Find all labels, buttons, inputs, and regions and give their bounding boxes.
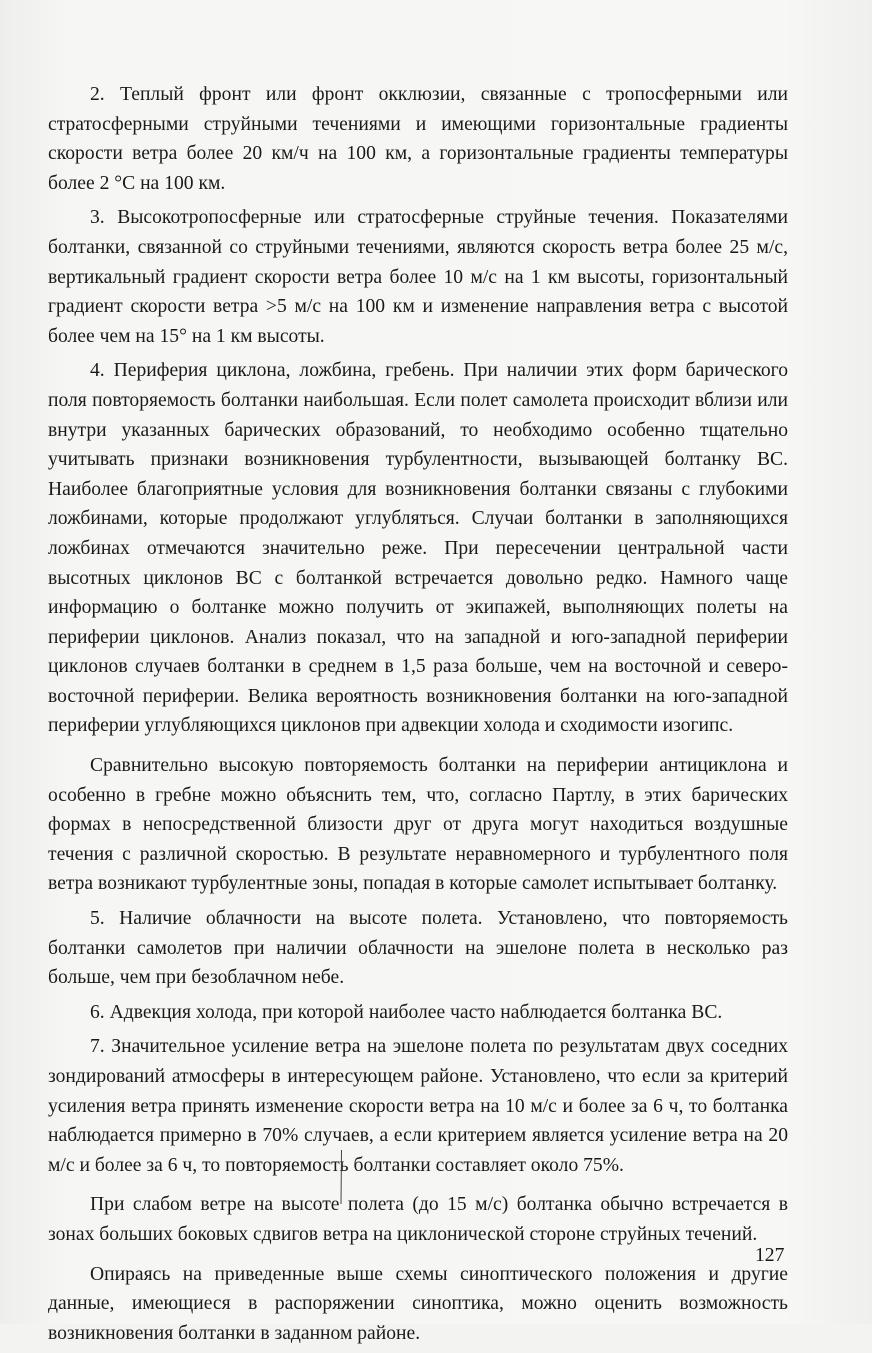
paragraph-item-4: 4. Периферия циклона, ложбина, гребень. При наличии этих форм барического поля повторяемость болтанки наибольшая. Если полет самолета происходит вблизи или внутри указанных барических образований, то необходимо особенно тщательно учитывать признаки возникновения турбулентности, вызывающей болтанку ВС. Наиболее благоприятные условия для возникновения болтанки связаны с глубокими ложбинами, которые продолжают углубляться. Случаи болтанки в заполняющихся ложбинах отмечаются значительно реже. При пересечении центральной части высотных циклонов ВС с болтанкой встречается довольно редко. Намного чаще информацию о болтанке можно получить от экипажей, выполняющих полеты на периферии циклонов. Анализ показал, что на западной и юго-западной периферии циклонов случаев болтанки в среднем в 1,5 раза больше, чем на восточной и северо-восточной периферии. Велика вероятность возникновения болтанки на юго-западной периферии углубляющихся циклонов при адвекции холода и сходимости изогипс. — [48, 360, 788, 737]
page-body — [48, 80, 788, 1353]
paragraph-anticyclone: Сравнительно высокую повторяемость болтанки на периферии антициклона и особенно в гребне можно объяснить тем, что, согласно Партлу, в этих барических формах в непосредственной близости друг от друга могут находиться воздушные течения с различной скоростью. В результате неравномерного и турбулентного поля ветра возникают турбулентные зоны, попадая в которые самолет испытывает болтанку. — [48, 755, 788, 895]
paragraph-weak-wind: При слабом ветре на высоте полета (до 15 м/с) болтанка обычно встречается в зонах больших боковых сдвигов ветра на циклонической стороне струйных течений. — [48, 1194, 788, 1245]
page-number: 127 — [755, 1245, 785, 1266]
paragraph-item-5: 5. Наличие облачности на высоте полета. Установлено, что повторяемость болтанки самолетов при наличии облачности на эшелоне полета в несколько раз больше, чем при безоблачном небе. — [48, 908, 788, 989]
paragraph-item-3: 3. Высокотропосферные или стратосферные струйные течения. Показателями болтанки, связанной со струйными течениями, являются скорость ветра более 25 м/с, вертикальный градиент скорости ветра более 10 м/с на 1 км высоты, горизонтальный градиент скорости ветра >5 м/с на 100 км и изменение направления ветра с высотой более чем на 15° на 1 км высоты. — [48, 207, 788, 347]
paragraph-conclusion: Опираясь на приведенные выше схемы синоптического положения и другие данные, имеющиеся в распоряжении синоптика, можно оценить возможность возникновения болтанки в заданном районе. — [48, 1263, 788, 1344]
paragraph-item-7: 7. Значительное усиление ветра на эшелоне полета по результатам двух соседних зондирований атмосферы в интересующем районе. Установлено, что если за критерий усиления ветра принять изменение скорости ветра на 10 м/с и более за 6 ч, то болтанка наблюдается примерно в 70% случаев, а если критерием является усиление ветра на 20 м/с и более за 6 ч, то повторяемость болтанки составляет около 75%. — [48, 1036, 788, 1176]
paragraph-item-6: 6. Адвекция холода, при которой наиболее часто наблюдается болтанка ВС. — [90, 1001, 723, 1023]
pen-stroke-mark — [340, 1150, 343, 1204]
paragraph-item-2: 2. Теплый фронт или фронт окклюзии, связанные с тропосферными или стратосферными струйными течениями и имеющими горизонтальные градиенты скорости ветра более 20 км/ч на 100 км, а горизонтальные градиенты температуры более 2 °С на 100 км. — [48, 84, 788, 194]
